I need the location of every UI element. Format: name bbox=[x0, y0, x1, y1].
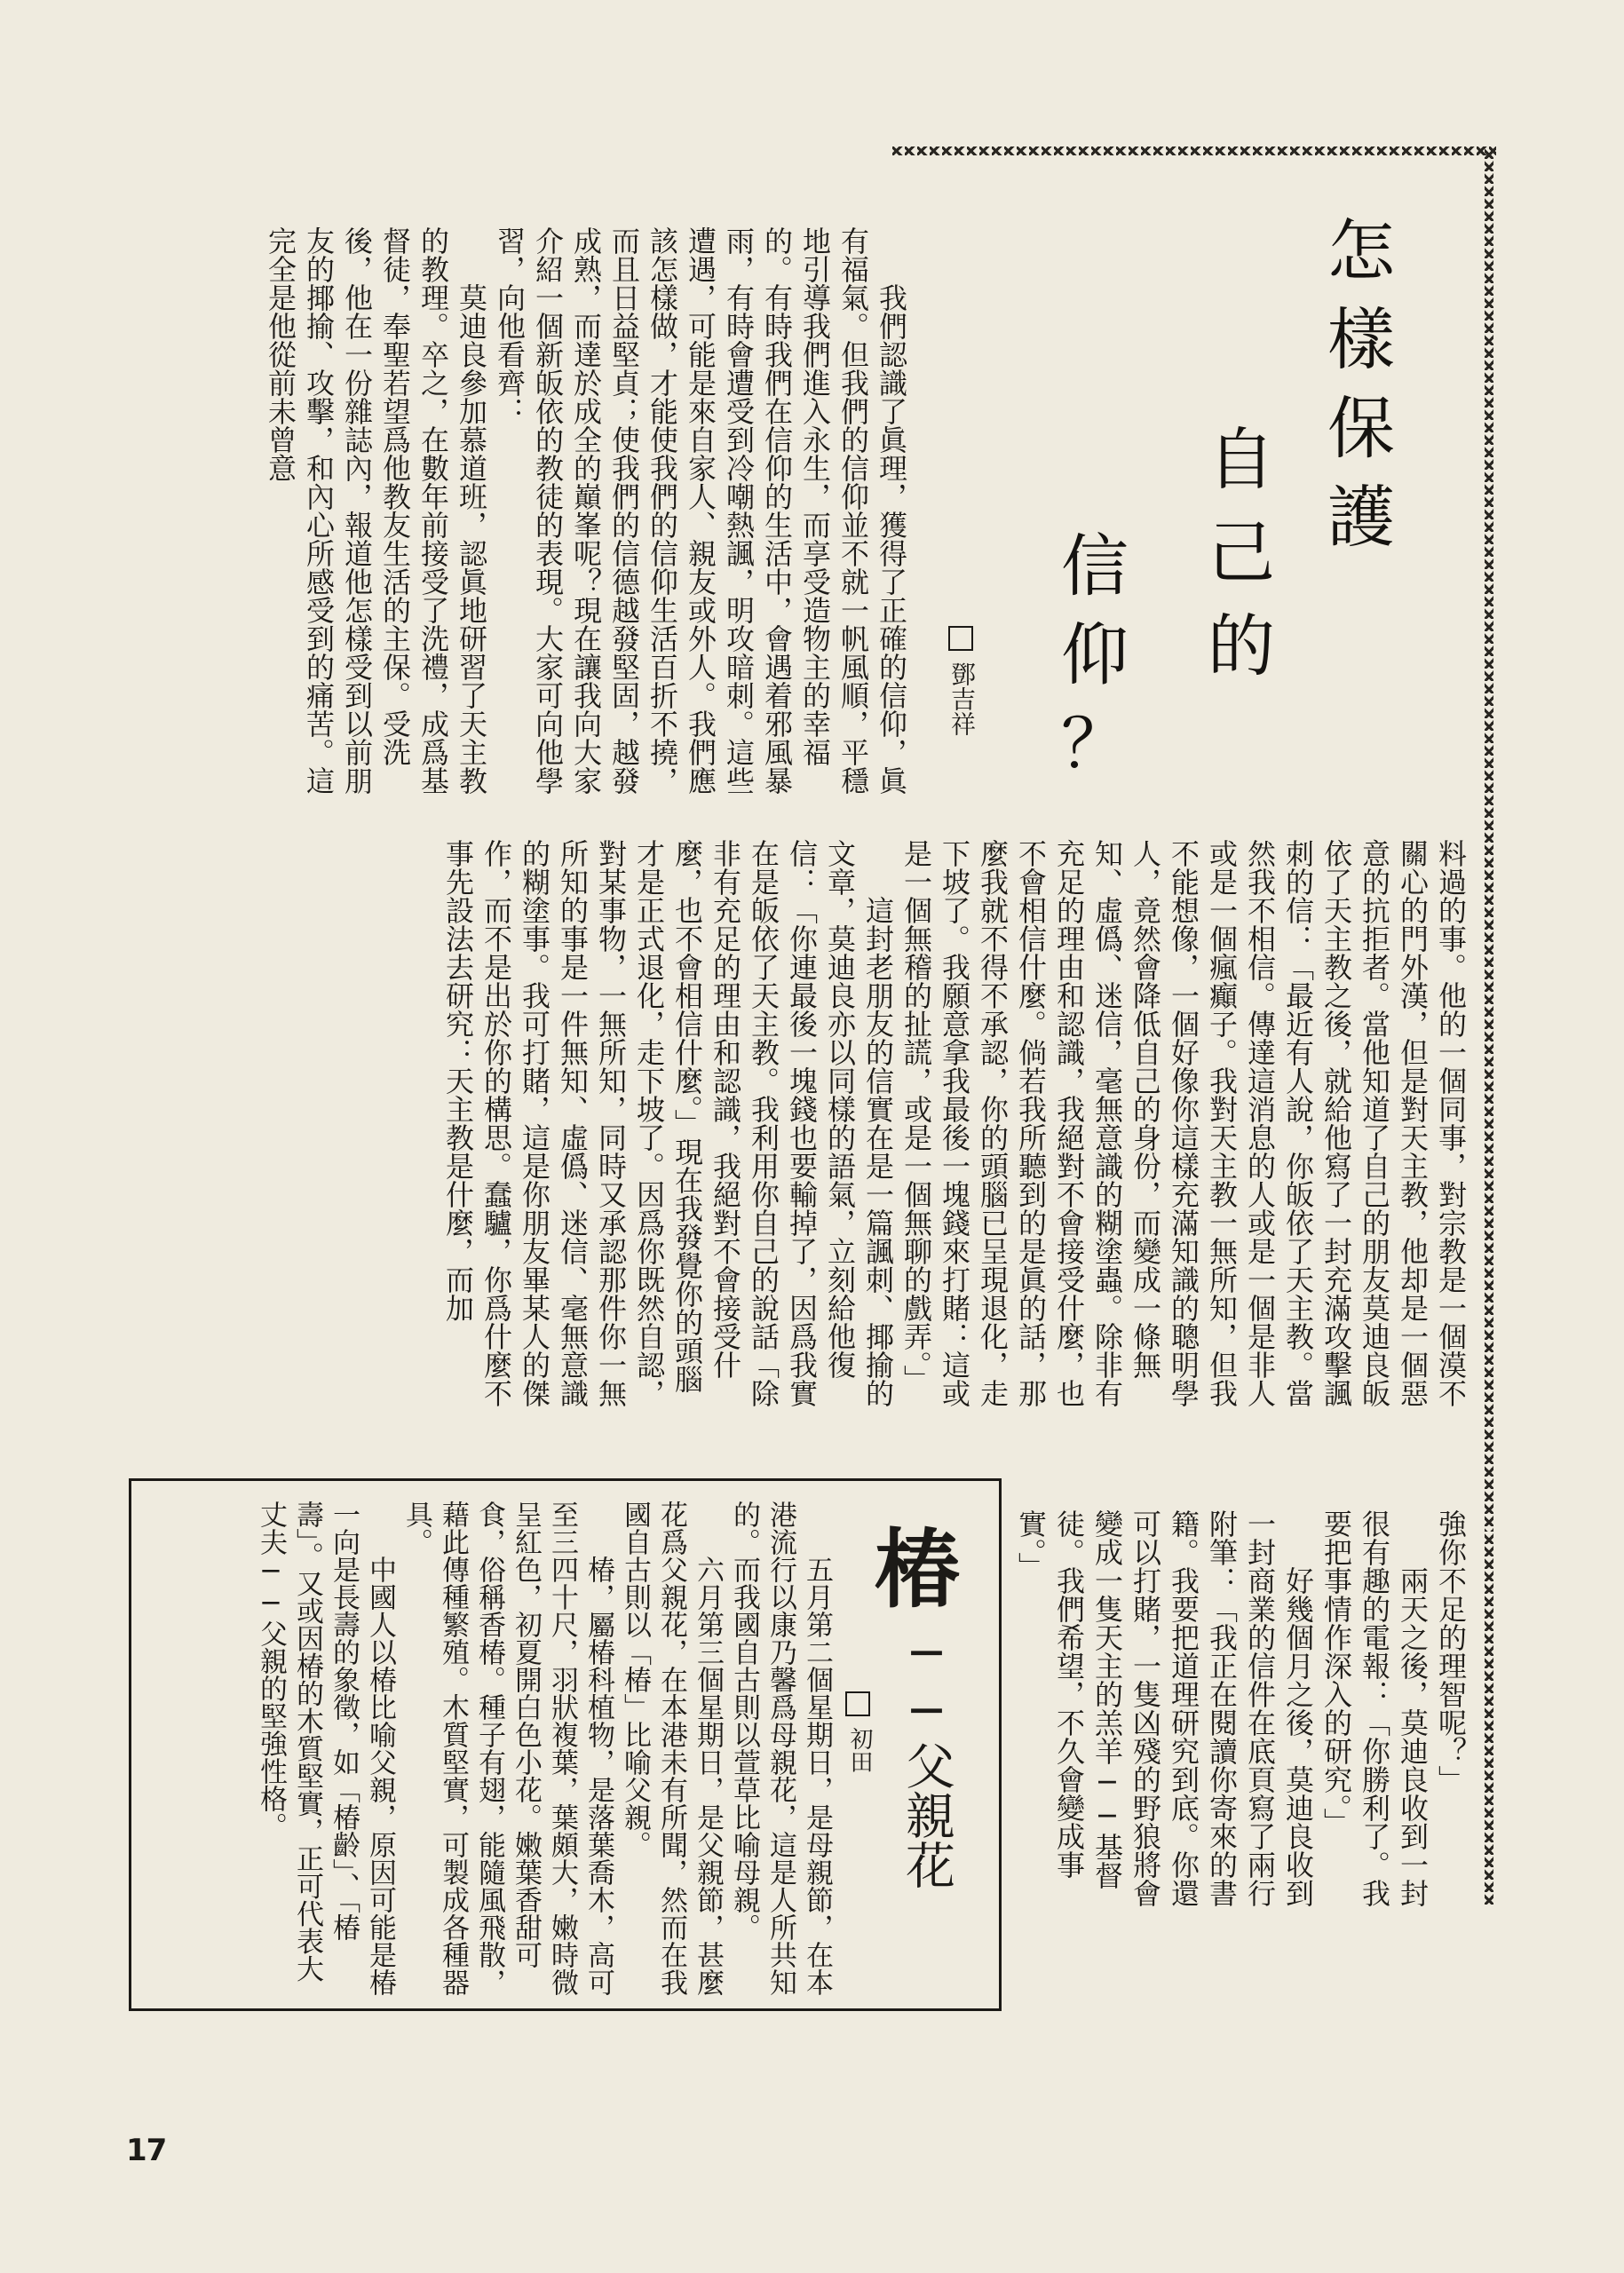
frame-right-border bbox=[1485, 147, 1493, 1532]
title-char-8: 信 bbox=[1061, 527, 1129, 606]
article1-paragraph-5: 強你不足的理智呢？」 bbox=[1434, 1509, 1468, 1794]
article1-intro-text bbox=[129, 226, 910, 804]
article2-paragraph-3: 椿，屬椿科植物，是落葉喬木，高可至三四十尺，羽狀複葉，葉頗大，嫩時微呈紅色，初夏開白色小花。嫩葉香甜可食，俗稱香椿。種子有翅，能隨風飛散，藉此傳種繁殖。木質堅實，可製成各種器具。 bbox=[400, 1501, 614, 1996]
title-char-6: 己 bbox=[1208, 513, 1275, 592]
title-char-9: 仰 bbox=[1061, 615, 1129, 694]
title-char-4: 護 bbox=[1327, 478, 1395, 557]
frame-right-border-lower bbox=[1485, 1532, 1493, 1905]
author-marker-icon bbox=[948, 626, 973, 651]
article2-body-text bbox=[142, 1501, 835, 1998]
article2-paragraph-1: 五月第二個星期日，是母親節，在本港流行以康乃馨爲母親花，這是人所共知的。而我國自古則以萱草比喻母親。 bbox=[728, 1501, 833, 1996]
article1-paragraph-7: 好幾個月之後，莫迪良收到一封商業的信件在底頁寫了兩行附筆：「我正在閱讀你寄來的書籍。我要把道理研究到底。你還可以打賭，一隻凶殘的野狼將會變成一隻天主的羔羊──基督徒。我們希望，不久會變成事實。」 bbox=[1014, 1509, 1315, 1907]
title-char-7: 的 bbox=[1208, 606, 1275, 685]
title-char-3: 保 bbox=[1327, 389, 1395, 468]
article1-closing-text bbox=[1014, 1509, 1470, 1927]
article1-paragraph-4: 這封老朋友的信實在是一篇諷刺、揶揄的文章，莫迪良亦以同樣的語氣，立刻給他復信：「你連最後一塊錢也要輸掉了，因爲我實在是皈依了天主教。我利用你自己的說話「除非有充足的理由和認識，我絕對不會接受什麼，也不會相信什麼。」現在我發覺你的頭腦才是正式退化，走下坡了。因爲你既然自認，對某事物，一無所知，同時又承認那件你一無所知的事是一件無知、虛僞、迷信、毫無意識的糊塗事。我可打賭，這是你朋友畢某人的傑作，而不是出於你的構思。蠢驢，你爲什麼不事先設法去研究：天主教是什麼，而加 bbox=[441, 839, 895, 1407]
title-char-2: 樣 bbox=[1327, 300, 1395, 379]
article1-paragraph-6: 兩天之後，莫迪良收到一封很有趣的電報：「你勝利了。我要把事情作深入的研究。」 bbox=[1319, 1509, 1430, 1907]
article1-middle-text bbox=[129, 839, 1470, 1421]
article1-paragraph-3: 料過的事。他的一個同事，對宗教是一個漠不關心的門外漢，但是對天主教，他却是一個惡意的抗拒者。當他知道了自己的朋友莫迪良皈依了天主教之後，就給他寫了一封充滿攻擊諷刺的信：「最近有人說，你皈依了天主教。當然我不相信。傳達這消息的人或是一個是非人或是一個瘋癲子。我對天主教一無所知，但我不能想像，一個好像你這樣充滿知識的聰明學人，竟然會降低自己的身份，而變成一條無知、虛僞、迷信，毫無意識的糊塗蟲。除非有充足的理由和認識，我絕對不會接受什麼，也不會相信什麼。倘若我所聽到的是眞的話，那麼我就不得不承認，你的頭腦已呈現退化，走下坡了。我願意拿我最後一塊錢來打賭：這或是一個無稽的扯謊，或是一個無聊的戲弄。」 bbox=[899, 839, 1468, 1407]
frame-top-border bbox=[892, 147, 1496, 155]
title-char-1: 怎 bbox=[1327, 211, 1395, 290]
article2-paragraph-4: 中國人以椿比喻父親，原因可能是椿一向是長壽的象徵，如「椿齡」、「椿壽」。又或因椿的木質堅實，正可代表大丈夫──父親的堅強性格。 bbox=[255, 1501, 396, 1996]
author-marker-icon-2 bbox=[845, 1691, 870, 1716]
title-char-10: ？ bbox=[1061, 704, 1129, 783]
title-char-5: 自 bbox=[1208, 420, 1275, 499]
article1-paragraph-1: 我們認識了眞理，獲得了正確的信仰，眞有福氣。但我們的信仰並不就一帆風順，平穩地引導我們進入永生，而享受造物主的幸福的。有時我們在信仰的生活中，會遇着邪風暴雨，有時會遭受到冷嘲熱諷，明攻暗刺。這些遭遇，可能是來自家人、親友或外人。我們應該怎樣做，才能使我們的信仰生活百折不撓，而且日益堅貞；使我們的信德越發堅固，越發成熟，而達於成全的巔峯呢？現在讓我向大家介紹一個新皈依的教徒的表現。大家可向他學習，向他看齊： bbox=[493, 226, 908, 795]
article2-paragraph-2: 六月第三個星期日，是父親節，甚麼花爲父親花，在本港未有所聞，然而在我國自古則以「椿」比喻父親。 bbox=[619, 1501, 724, 1996]
page-number: 17 bbox=[126, 2133, 167, 2168]
article1-author: 鄧吉祥 bbox=[947, 661, 977, 736]
article2-title-main: 椿 bbox=[875, 1519, 960, 1620]
article1-paragraph-2: 莫迪良參加慕道班，認眞地研習了天主教的教理。卒之，在數年前接受了洗禮，成爲基督徒，奉聖若望爲他教友生活的主保。受洗後，他在一份雜誌內，報道他怎樣受到以前朋友的揶揄、攻擊，和內心所感受到的痛苦。這完全是他從前未曾意 bbox=[264, 226, 488, 795]
article2-author: 初田 bbox=[846, 1727, 873, 1773]
article2-title-sub: ──父親花 bbox=[898, 1625, 955, 1889]
